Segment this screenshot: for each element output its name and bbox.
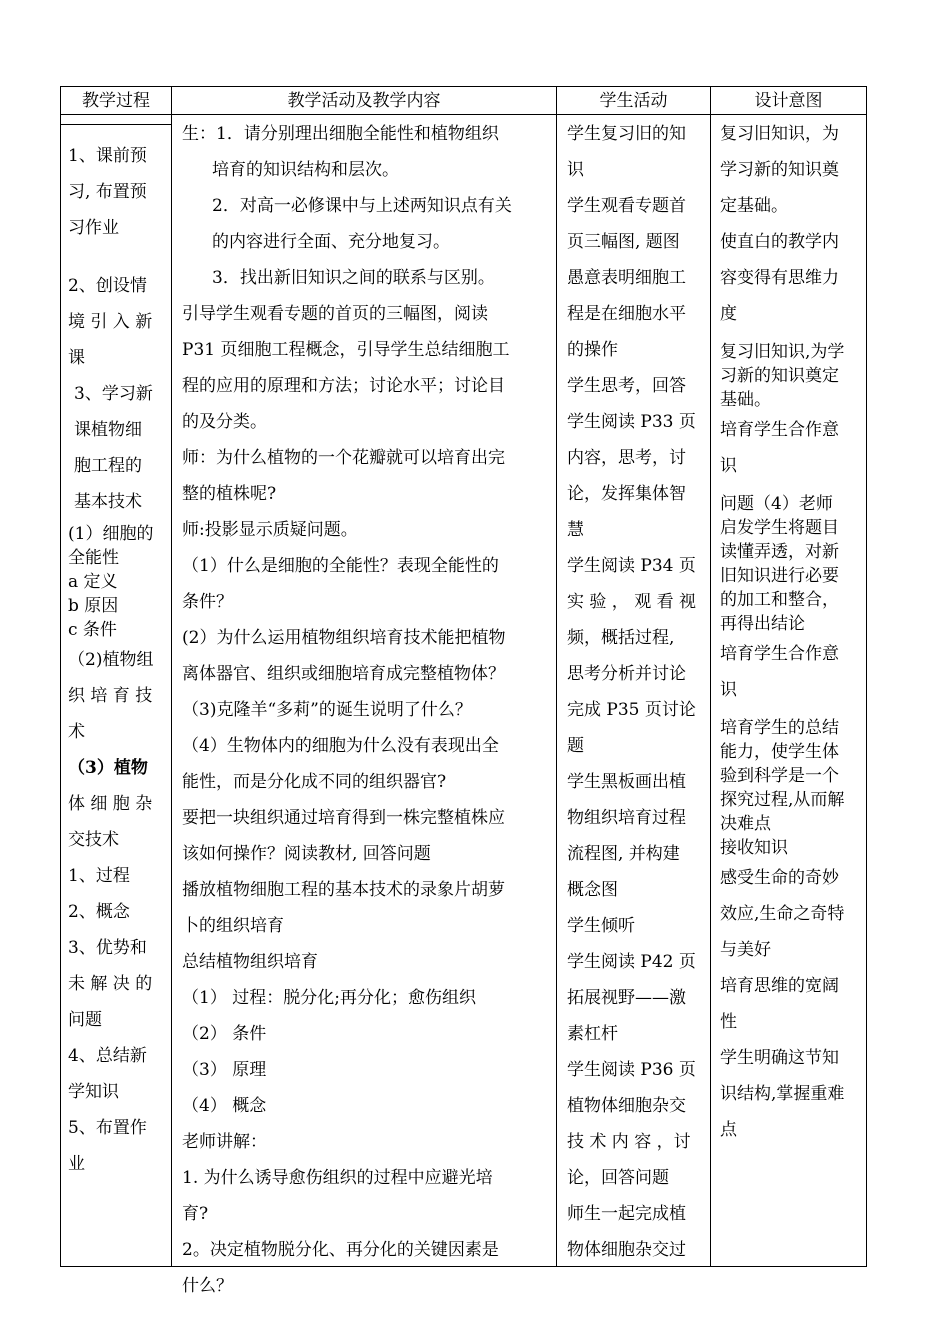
- process-line: （3）植物: [68, 758, 148, 778]
- design-intent-line: 复习旧知识，为: [720, 124, 839, 144]
- student-activity-line: 学生复习旧的知: [567, 124, 686, 144]
- design-intent-line: 旧知识进行必要: [720, 566, 839, 586]
- design-intent-line: 读懂弄透，对新: [720, 542, 839, 562]
- content-line: 3．找出新旧知识之间的联系与区别。: [212, 268, 495, 288]
- student-activity-line: 程是在细胞水平: [567, 304, 686, 324]
- content-line: （4）生物体内的细胞为什么没有表现出全: [182, 736, 499, 756]
- column-divider-2: [556, 86, 557, 1267]
- design-intent-line: 效应,生命之奇特: [720, 904, 845, 924]
- content-line: 整的植株呢?: [182, 484, 277, 504]
- design-intent-line: 度: [720, 304, 737, 324]
- process-line: 织 培 育 技: [68, 686, 153, 706]
- design-intent-line: 点: [720, 1120, 737, 1140]
- design-intent-line: 再得出结论: [720, 614, 805, 634]
- process-line: 习, 布置预: [68, 182, 147, 202]
- design-intent-line: 使直白的教学内: [720, 232, 839, 252]
- student-activity-line: 学生观看专题首: [567, 196, 686, 216]
- content-line: 离体器官、组织或细胞培育成完整植物体？: [182, 664, 505, 684]
- student-activity-line: 植物体细胞杂交: [567, 1096, 686, 1116]
- design-intent-line: 学生明确这节知: [720, 1048, 839, 1068]
- header-design-intent: 设计意图: [754, 91, 823, 111]
- design-intent-line: 与美好: [720, 940, 771, 960]
- student-activity-line: 学生阅读 P36 页: [567, 1060, 696, 1080]
- student-activity-line: 完成 P35 页讨论: [567, 700, 696, 720]
- content-line: 1. 为什么诱导愈伤组织的过程中应避光培: [182, 1168, 493, 1188]
- process-line: 1、课前预: [68, 146, 147, 166]
- content-line: 能性，而是分化成不同的组织器官?: [182, 772, 447, 792]
- design-intent-line: 复习旧知识,为学: [720, 342, 845, 362]
- student-activity-line: 素杠杆: [567, 1024, 618, 1044]
- student-activity-line: 慧: [567, 520, 584, 540]
- process-line: 基本技术: [74, 492, 142, 512]
- content-line: 条件？: [182, 592, 233, 612]
- student-activity-line: 内容，思考，讨: [567, 448, 686, 468]
- student-activity-line: 的操作: [567, 340, 618, 360]
- content-line: （2） 条件: [182, 1024, 267, 1044]
- design-intent-line: 决难点: [720, 814, 771, 834]
- process-line: 2、创设情: [68, 276, 147, 296]
- process-line: 境 引 入 新: [68, 312, 153, 332]
- design-intent-line: 培育学生合作意: [720, 644, 839, 664]
- student-activity-line: 思考分析并讨论: [567, 664, 686, 684]
- content-line: 生：1．请分别理出细胞全能性和植物组织: [182, 124, 499, 144]
- design-intent-line: 培育思维的宽阔: [720, 976, 839, 996]
- process-line: 问题: [68, 1010, 102, 1030]
- content-line: 总结植物组织培育: [182, 952, 318, 972]
- process-line: b 原因: [68, 596, 119, 616]
- header-student-activity: 学生活动: [599, 91, 668, 111]
- content-line: 的内容进行全面、充分地复习。: [212, 232, 450, 252]
- col-teaching-process: [68, 138, 168, 1182]
- header-bottom-border: [60, 114, 867, 115]
- student-activity-line: 概念图: [567, 880, 618, 900]
- process-line: 课植物细: [74, 420, 142, 440]
- process-line: 3、优势和: [68, 938, 147, 958]
- student-activity-line: 物组织培育过程: [567, 808, 686, 828]
- content-line: 2．对高一必修课中与上述两知识点有关: [212, 196, 512, 216]
- content-line: 要把一块组织通过培育得到一株完整植株应: [182, 808, 505, 828]
- design-intent-line: 识: [720, 680, 737, 700]
- content-line: 该如何操作？阅读教材, 回答问题: [182, 844, 431, 864]
- design-intent-line: 性: [720, 1012, 737, 1032]
- process-line: (1）细胞的: [68, 524, 154, 544]
- student-activity-line: 实 验 ， 观 看 视: [567, 592, 697, 612]
- student-activity-line: 流程图, 并构建: [567, 844, 680, 864]
- content-line: 的及分类。: [182, 412, 267, 432]
- content-line: 老师讲解：: [182, 1132, 267, 1152]
- design-intent-line: 培育学生合作意: [720, 420, 839, 440]
- process-line: 3、学习新: [74, 384, 153, 404]
- student-activity-line: 愚意表明细胞工: [567, 268, 686, 288]
- process-line: 学知识: [68, 1082, 119, 1102]
- content-line: （1）什么是细胞的全能性？表现全能性的: [182, 556, 499, 576]
- content-line: 什么？: [182, 1276, 233, 1296]
- process-line: 术: [68, 722, 85, 742]
- content-line: 2。决定植物脱分化、再分化的关键因素是: [182, 1240, 499, 1260]
- process-line: 交技术: [68, 830, 119, 850]
- header-gap-line: [60, 124, 172, 125]
- process-line: c 条件: [68, 620, 117, 640]
- design-intent-line: 探究过程,从而解: [720, 790, 845, 810]
- content-line: （3)克隆羊“多莉”的诞生说明了什么？: [182, 700, 472, 720]
- process-line: 胞工程的: [74, 456, 142, 476]
- content-line: 播放植物细胞工程的基本技术的录象片胡萝: [182, 880, 505, 900]
- student-activity-line: 论，发挥集体智: [567, 484, 686, 504]
- table-left-border: [60, 86, 61, 1267]
- content-line: 育?: [182, 1204, 209, 1224]
- col-teaching-content: [182, 116, 552, 1304]
- student-activity-line: 拓展视野——激: [567, 988, 686, 1008]
- process-line: 习作业: [68, 218, 119, 238]
- student-activity-line: 学生阅读 P42 页: [567, 952, 696, 972]
- header-teaching-content: 教学活动及教学内容: [287, 91, 441, 111]
- column-divider-1: [171, 86, 172, 1267]
- process-line: 体 细 胞 杂: [68, 794, 153, 814]
- student-activity-line: 论，回答问题: [567, 1168, 669, 1188]
- process-line: 1、过程: [68, 866, 130, 886]
- student-activity-line: 学生黑板画出植: [567, 772, 686, 792]
- content-line: 程的应用的原理和方法；讨论水平；讨论目: [182, 376, 505, 396]
- design-intent-line: 验到科学是一个: [720, 766, 839, 786]
- process-line: 全能性: [68, 548, 119, 568]
- design-intent-line: 接收知识: [720, 838, 788, 858]
- content-line: 卜的组织培育: [182, 916, 284, 936]
- content-line: 师:投影显示质疑问题。: [182, 520, 358, 540]
- design-intent-line: 问题（4）老师: [720, 494, 833, 514]
- column-divider-3: [710, 86, 711, 1267]
- table-top-border: [60, 86, 867, 87]
- col-design-intent: [720, 116, 862, 1148]
- design-intent-line: 容变得有思维力: [720, 268, 839, 288]
- content-line: 引导学生观看专题的首页的三幅图，阅读: [182, 304, 488, 324]
- content-line: (2）为什么运用植物组织培育技术能把植物: [182, 628, 506, 648]
- student-activity-line: 师生一起完成植: [567, 1204, 686, 1224]
- student-activity-line: 页三幅图, 题图: [567, 232, 680, 252]
- design-intent-line: 启发学生将题目: [720, 518, 839, 538]
- content-line: （1） 过程：脱分化;再分化；愈伤组织: [182, 988, 476, 1008]
- process-line: 课: [68, 348, 85, 368]
- student-activity-line: 学生阅读 P33 页: [567, 412, 696, 432]
- header-teaching-process: 教学过程: [82, 91, 150, 111]
- student-activity-line: 识: [567, 160, 584, 180]
- process-line: （2)植物组: [68, 650, 154, 670]
- process-line: 业: [68, 1154, 85, 1174]
- content-line: P31 页细胞工程概念，引导学生总结细胞工: [182, 340, 510, 360]
- col-student-activity: [567, 116, 707, 1268]
- student-activity-line: 频，概括过程,: [567, 628, 675, 648]
- student-activity-line: 学生思考，回答: [567, 376, 686, 396]
- student-activity-line: 学生倾听: [567, 916, 635, 936]
- design-intent-line: 的加工和整合，: [720, 590, 839, 610]
- process-line: a 定义: [68, 572, 118, 592]
- student-activity-line: 题: [567, 736, 584, 756]
- content-line: 师：为什么植物的一个花瓣就可以培育出完: [182, 448, 505, 468]
- content-line: （3） 原理: [182, 1060, 267, 1080]
- design-intent-line: 基础。: [720, 390, 771, 410]
- design-intent-line: 识: [720, 456, 737, 476]
- student-activity-line: 学生阅读 P34 页: [567, 556, 696, 576]
- design-intent-line: 感受生命的奇妙: [720, 868, 839, 888]
- design-intent-line: 定基础。: [720, 196, 788, 216]
- design-intent-line: 培育学生的总结: [720, 718, 839, 738]
- process-line: 5、布置作: [68, 1118, 147, 1138]
- student-activity-line: 物体细胞杂交过: [567, 1240, 686, 1260]
- table-right-border: [866, 86, 867, 1267]
- design-intent-line: 能力，使学生体: [720, 742, 839, 762]
- process-line: 未 解 决 的: [68, 974, 153, 994]
- content-line: （4） 概念: [182, 1096, 267, 1116]
- process-line: 2、概念: [68, 902, 130, 922]
- design-intent-line: 习新的知识奠定: [720, 366, 839, 386]
- process-line: 4、总结新: [68, 1046, 147, 1066]
- content-line: 培育的知识结构和层次。: [212, 160, 399, 180]
- design-intent-line: 学习新的知识奠: [720, 160, 839, 180]
- design-intent-line: 识结构,掌握重难: [720, 1084, 845, 1104]
- student-activity-line: 技 术 内 容 ，讨: [567, 1132, 691, 1152]
